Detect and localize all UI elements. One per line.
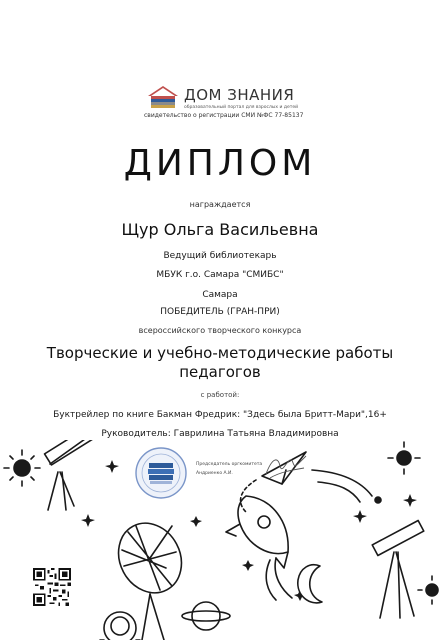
- qr-code: [33, 568, 71, 606]
- planet-icon: [182, 602, 230, 630]
- logo-tagline: образовательный портал для взрослых и детей: [184, 105, 299, 110]
- chair-signature-text: [196, 460, 262, 478]
- nomination-line-2: педагогов: [179, 363, 261, 381]
- logo-name: ДОМ ЗНАНИЯ: [184, 86, 295, 104]
- astronaut-icon: [100, 612, 140, 640]
- house-books-icon: [146, 84, 180, 110]
- registration-text: свидетельство о регистрации СМИ №ФС 77-85137: [144, 112, 304, 119]
- recipient-city: Самара: [202, 290, 238, 300]
- telescope-left-icon: [45, 440, 99, 510]
- sun-bottom-right-icon: [418, 576, 438, 604]
- diploma-title: ДИПЛОМ: [123, 143, 317, 184]
- contest-name: всероссийского творческого конкурса: [138, 326, 302, 335]
- chair-title: Председатель оргкомитета: [196, 462, 263, 467]
- chair-name: Андриенко А.И.: [196, 471, 233, 476]
- rocket-icon: [226, 496, 292, 600]
- organization-seal: [134, 446, 188, 500]
- handwritten-signature: [262, 452, 308, 482]
- telescope-right-icon: [372, 520, 424, 618]
- work-title: Буктрейлер по книге Бакман Фредрик: "Здесь была Бритт-Мари",16+: [53, 410, 387, 420]
- awarded-label: награждается: [189, 200, 251, 209]
- recipient-name: Щур Ольга Васильевна: [121, 220, 319, 239]
- comet-icon: [312, 470, 381, 503]
- recipient-organization: МБУК г.о. Самара "СМИБС": [156, 270, 284, 280]
- sun-right-icon: [388, 442, 420, 474]
- work-label: с работой:: [200, 391, 240, 399]
- sun-left-icon: [4, 450, 40, 486]
- contest-result: ПОБЕДИТЕЛЬ (ГРАН-ПРИ): [160, 307, 280, 317]
- leader-name: Руководитель: Гаврилина Татьяна Владимировна: [101, 429, 339, 439]
- dom-znaniya-logo: [146, 84, 306, 124]
- recipient-position: Ведущий библиотекарь: [163, 251, 277, 261]
- nomination-line-1: Творческие и учебно-методические работы: [46, 344, 394, 362]
